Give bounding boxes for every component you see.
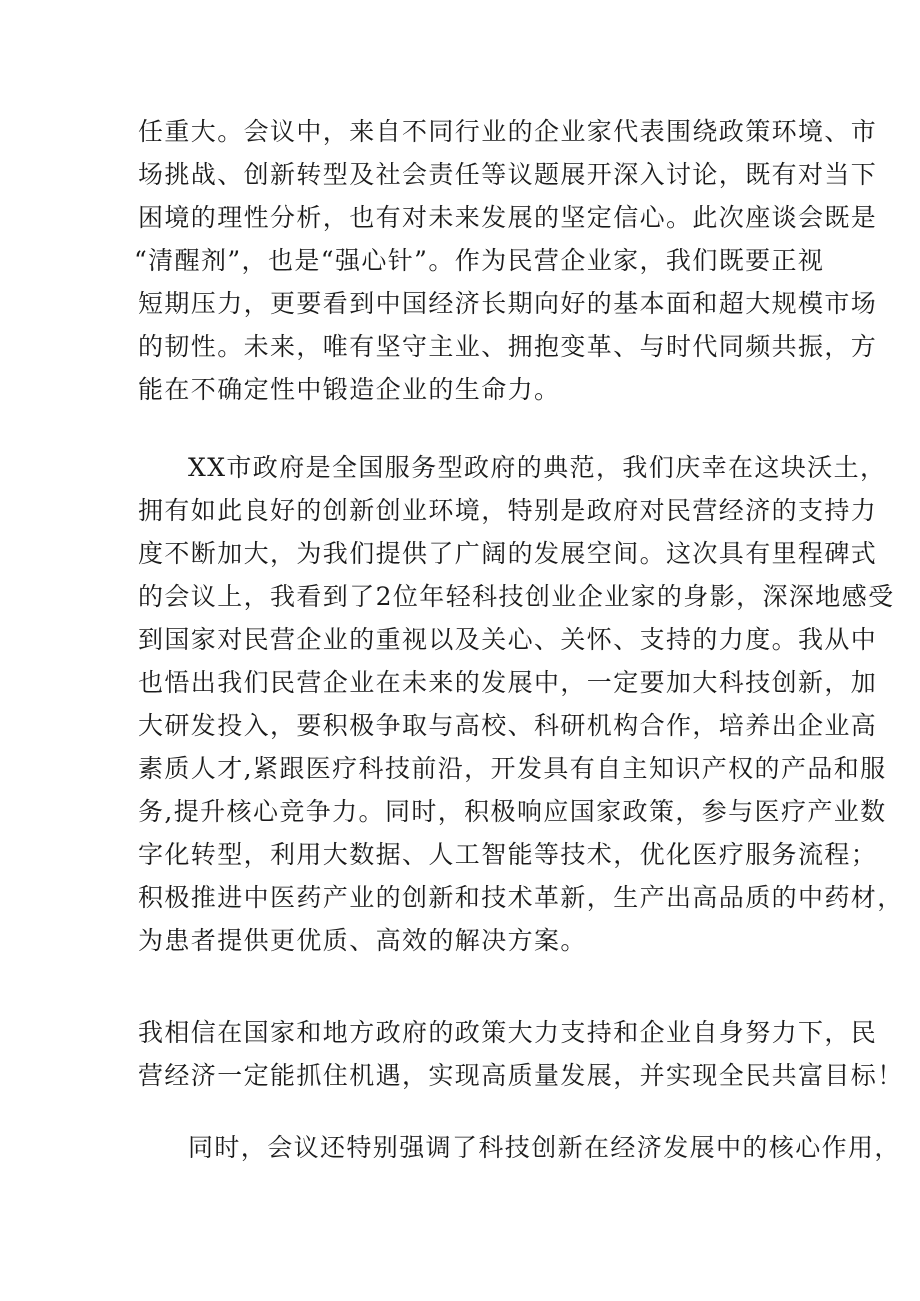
text-line: 字化转型，利用大数据、人工智能等技术，优化医疗服务流程； xyxy=(138,840,878,869)
text-line: 到国家对民营企业的重视以及关心、关怀、支持的力度。我从中 xyxy=(138,625,878,654)
text-line: XX市政府是全国服务型政府的典范，我们庆幸在这块沃土， xyxy=(188,453,887,482)
text-line: 营经济一定能抓住机遇，实现高质量发展，并实现全民共富目标！ xyxy=(138,1061,904,1090)
text-line: 素质人才,紧跟医疗科技前沿，开发具有自主知识产权的产品和服 xyxy=(138,754,887,783)
text-line: 任重大。会议中，来自不同行业的企业家代表围绕政策环境、市 xyxy=(138,117,878,146)
text-line: 为患者提供更优质、高效的解决方案。 xyxy=(138,926,587,955)
text-line: 拥有如此良好的创新创业环境，特别是政府对民营经济的支持力 xyxy=(138,496,878,525)
text-line: “清醒剂”，也是“强心针”。作为民营企业家，我们既要正视 xyxy=(134,246,825,275)
text-line: 度不断加大，为我们提供了广阔的发展空间。这次具有里程碑式 xyxy=(138,539,878,568)
text-line: 我相信在国家和地方政府的政策大力支持和企业自身努力下，民 xyxy=(138,1018,878,1047)
text-line: 的韧性。未来，唯有坚守主业、拥抱变革、与时代同频共振，方 xyxy=(138,332,878,361)
text-line: 同时，会议还特别强调了科技创新在经济发展中的核心作用， xyxy=(188,1133,901,1162)
text-line: 能在不确定性中锻造企业的生命力。 xyxy=(138,375,561,404)
text-line: 务,提升核心竞争力。同时，积极响应国家政策，参与医疗产业数 xyxy=(138,797,887,826)
text-line: 场挑战、创新转型及社会责任等议题展开深入讨论，既有对当下 xyxy=(138,160,878,189)
text-line: 积极推进中医药产业的创新和技术革新，生产出高品质的中药材， xyxy=(138,883,904,912)
text-line: 大研发投入，要积极争取与高校、科研机构合作，培养出企业高 xyxy=(138,711,878,740)
text-line: 短期压力，更要看到中国经济长期向好的基本面和超大规模市场 xyxy=(138,289,878,318)
text-line: 困境的理性分析，也有对未来发展的坚定信心。此次座谈会既是 xyxy=(138,203,878,232)
text-line: 也悟出我们民营企业在未来的发展中，一定要加大科技创新，加 xyxy=(138,668,878,697)
text-line: 的会议上，我看到了2位年轻科技创业企业家的身影，深深地感受 xyxy=(138,582,895,611)
